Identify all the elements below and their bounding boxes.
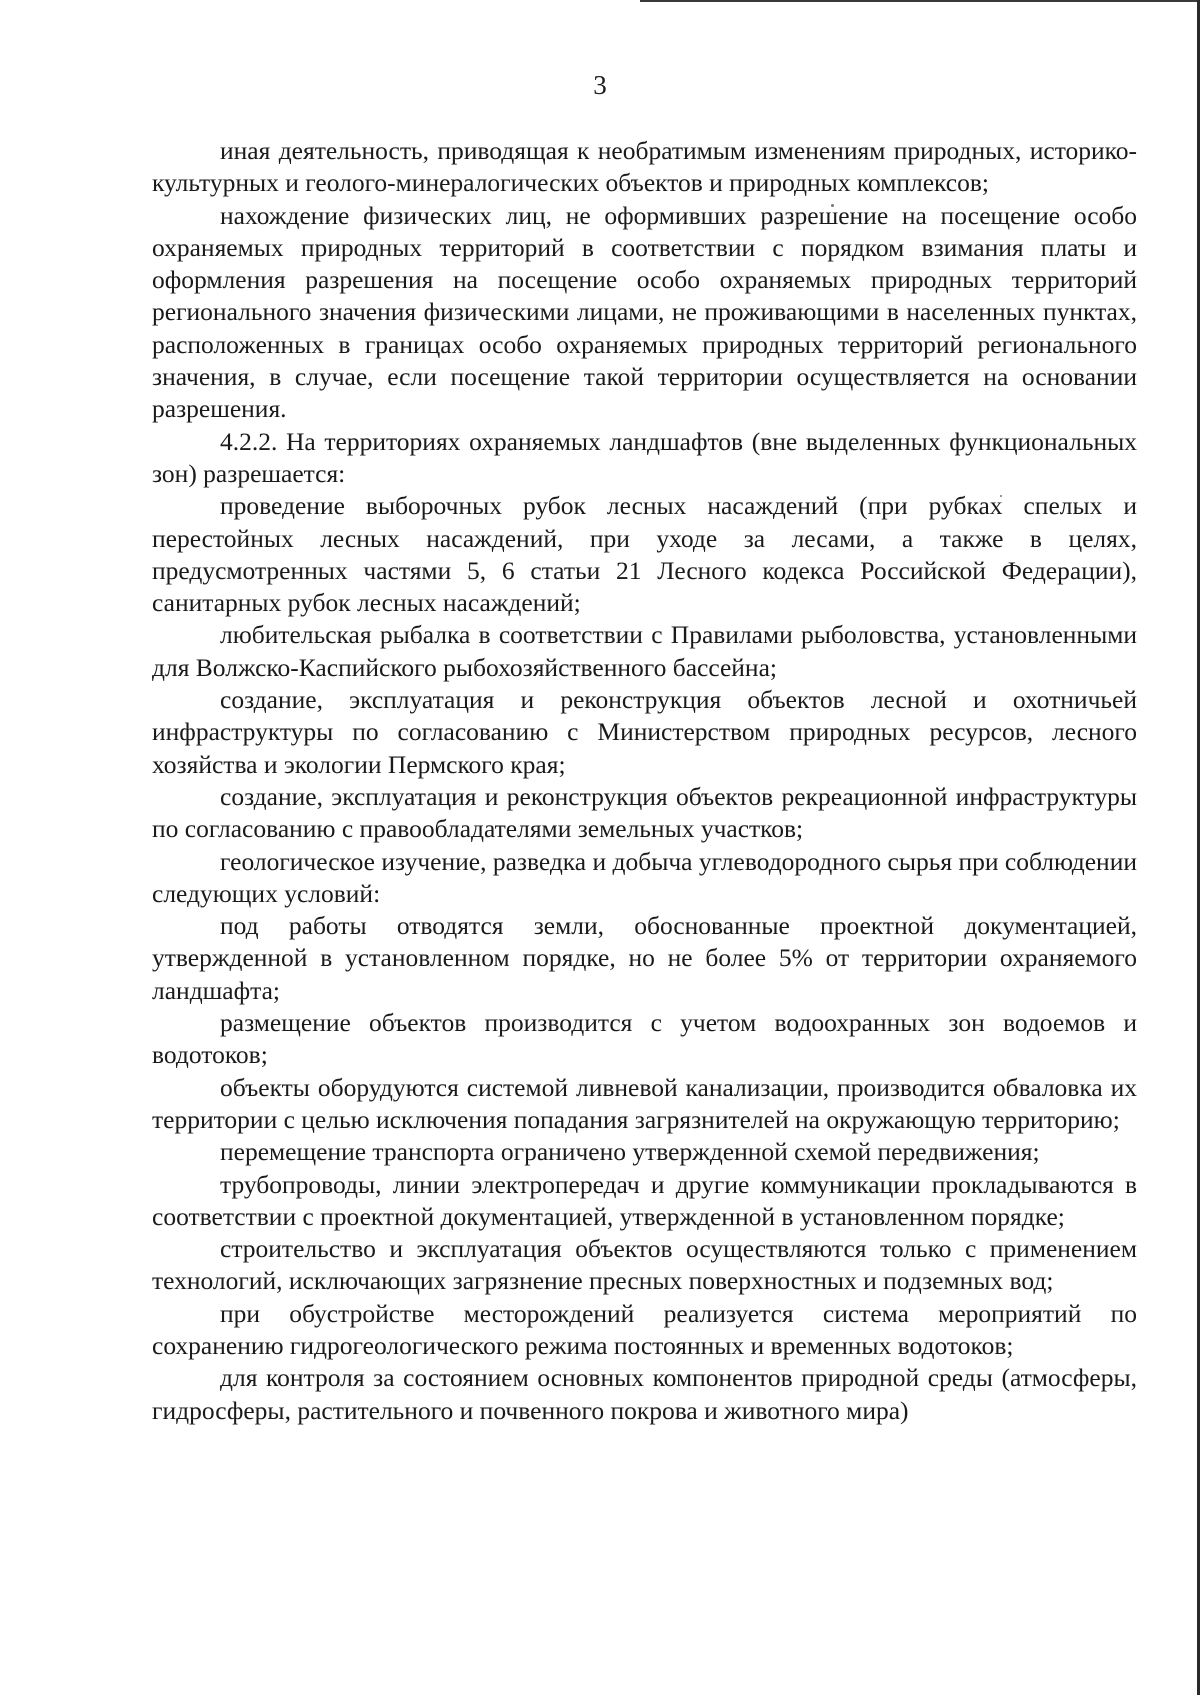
paragraph: для контроля за состоянием основных компонентов природной среды (атмосферы, гидросферы, растительного и почвенного покрова и животного мира) [152, 1363, 1137, 1425]
paragraph: размещение объектов производится с учетом водоохранных зон водоемов и водотоков; [152, 1008, 1137, 1070]
paragraph: трубопроводы, линии электропередач и другие коммуникации прокладываются в соответствии с проектной документацией, утвержденной в установленном порядке; [152, 1169, 1137, 1231]
paragraph: любительская рыбалка в соответствии с Правилами рыболовства, установленными для Волжско-Каспийского рыбохозяйственного бассейна; [152, 620, 1137, 682]
paragraph: нахождение физических лиц, не оформивших разрешение на посещение особо охраняемых природных территорий в соответствии с порядком взимания платы и оформления разрешения на посещение особо охраняемых природных территорий регионального значения физическими лицами, не проживающими в населенных пунктах, расположенных в границах особо охраняемых природных территорий регионального значения, в случае, если посещение такой территории осуществляется на основании разрешения. [152, 200, 1137, 424]
document-body [152, 135, 1137, 1427]
paragraph: проведение выборочных рубок лесных насаждений (при рубках спелых и перестойных лесных насаждений, при уходе за лесами, а также в целях, предусмотренных частями 5, 6 статьи 21 Лесного кодекса Российской Федерации), санитарных рубок лесных насаждений; [152, 491, 1137, 618]
section-heading-4-2-2: 4.2.2. На территориях охраняемых ландшафтов (вне выделенных функциональных зон) разрешается: [152, 426, 1137, 488]
paragraph: создание, эксплуатация и реконструкция объектов рекреационной инфраструктуры по согласованию с правообладателями земельных участков; [152, 781, 1137, 844]
paragraph: при обустройстве месторождений реализуется система мероприятий по сохранению гидрогеологического режима постоянных и временных водотоков; [152, 1298, 1137, 1360]
paragraph: строительство и эксплуатация объектов осуществляются только с применением технологий, исключающих загрязнение пресных поверхностных и подземных вод; [152, 1234, 1137, 1296]
paragraph: под работы отводятся земли, обоснованные проектной документацией, утвержденной в установленном порядке, но не более 5% от территории охраняемого ландшафта; [152, 911, 1137, 1005]
paragraph: создание, эксплуатация и реконструкция объектов лесной и охотничьей инфраструктуры по согласованию с Министерством природных ресурсов, лесного хозяйства и экологии Пермского края; [152, 685, 1137, 779]
paragraph: иная деятельность, приводящая к необратимым изменениям природных, историко-культурных и геолого-минералогических объектов и природных комплексов; [152, 136, 1137, 198]
paragraph: объекты оборудуются системой ливневой канализации, производится обваловка их территории с целью исключения попадания загрязнителей на окружающую территорию; [152, 1072, 1137, 1134]
paragraph: перемещение транспорта ограничено утвержденной схемой передвижения; [220, 1137, 1040, 1167]
scan-edge-top [640, 0, 1200, 2]
page-number: 3 [593, 70, 607, 100]
paragraph: геологическое изучение, разведка и добыча углеводородного сырья при соблюдении следующих условий: [152, 846, 1137, 908]
